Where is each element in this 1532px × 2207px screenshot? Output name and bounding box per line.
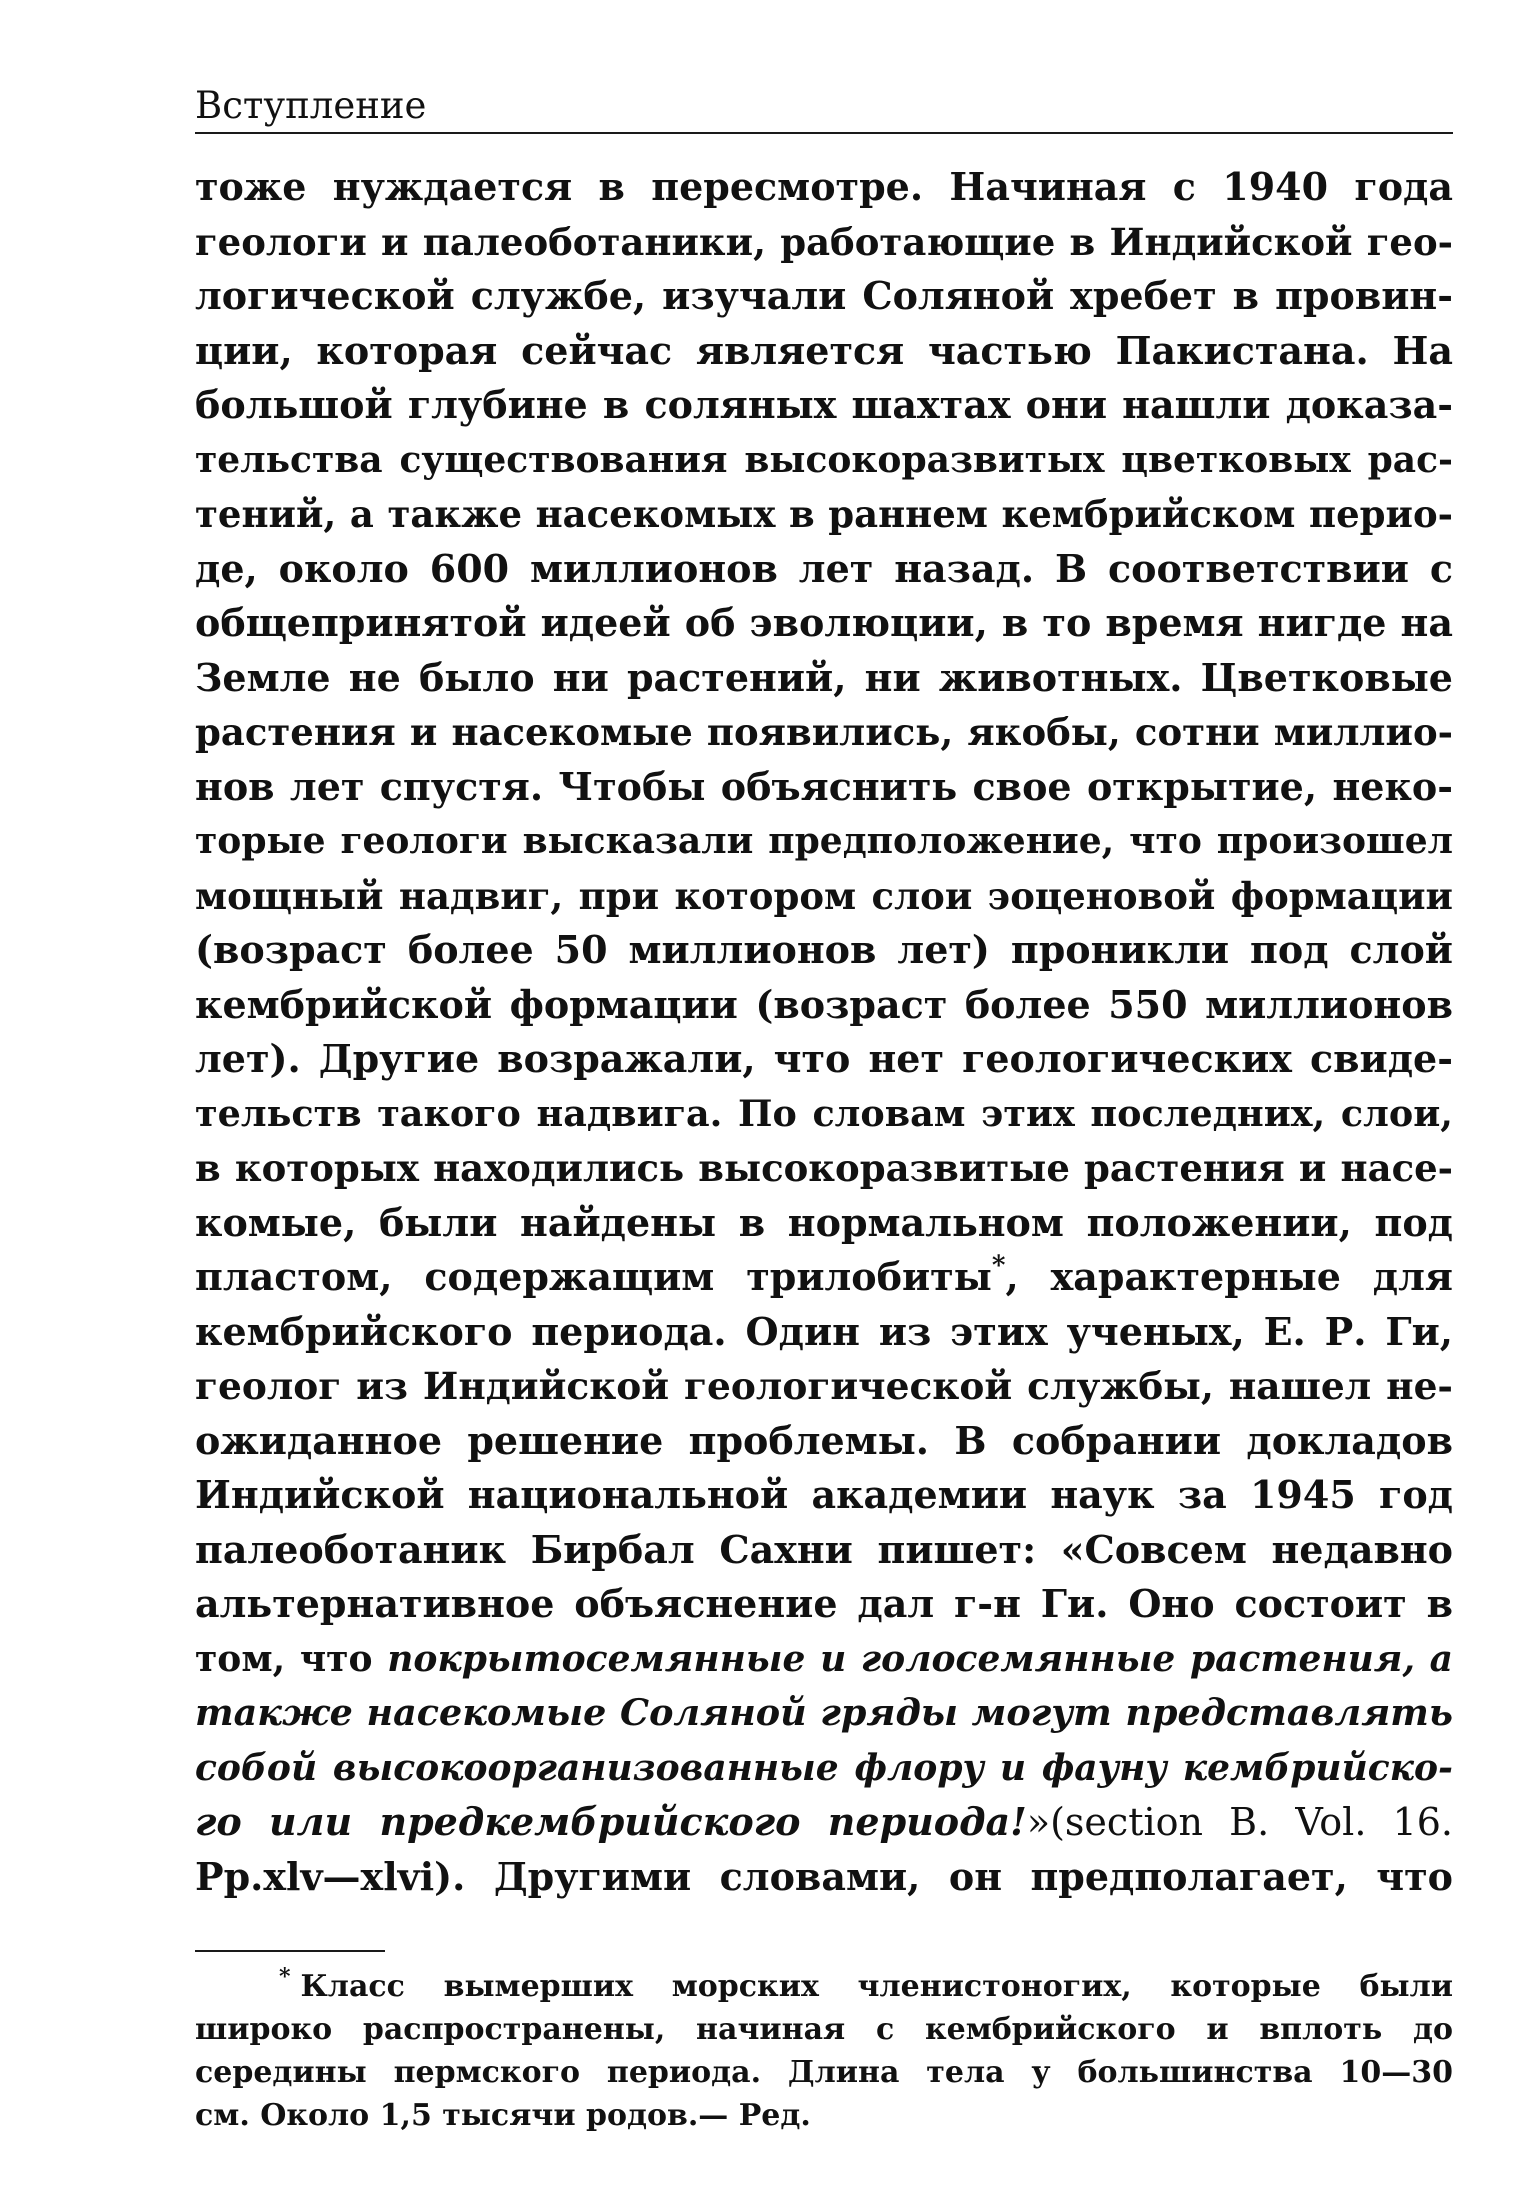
trilobite-text: пластом, содержащим трилобиты [195,1254,992,1299]
text-line-trilobite [195,1250,1453,1305]
quote-citation: »(section B. Vol. 16. [1026,1800,1454,1844]
text-line: палеоботаник Бирбал Сахни пишет: «Совсем недавно [195,1526,1453,1572]
footnote-text: Класс вымерших морских членистоногих, которые были [300,1969,1453,2004]
text-line: в которых находились высокоразвитые растения и насе- [195,1146,1453,1190]
footnote-line: широко распространены, начиная с кембрийского и вплоть до [195,2012,1453,2047]
text-line: альтернативное объяснение дал г-н Ги. Оно состоит в [195,1581,1453,1626]
text-line: кембрийского периода. Один из этих ученых, Е. Р. Ги, [195,1308,1453,1354]
main-text [195,160,1453,1904]
text-line: тоже нуждается в пересмотре. Начиная с 1940 года [195,164,1453,209]
text-line: комые, были найдены в нормальном положении, под [195,1199,1453,1245]
quote-italic-end: го или предкембрийского периода! [195,1799,1027,1844]
text-line: большой глубине в соляных шахтах они нашли доказа- [195,382,1453,427]
text-line: общепринятой идеей об эволюции, в то время нигде на [195,600,1453,645]
text-line: кембрийской формации (возраст более 550 миллионов [195,981,1453,1027]
footnote [195,1965,1453,2137]
text-line: тений, а также насекомых в раннем кембрийском перио- [195,492,1453,536]
footnote-marker: * [279,1964,291,1990]
quote-lead: том, что [195,1637,388,1680]
header-rule [195,132,1453,134]
text-line: нов лет спустя. Чтобы объяснить свое открытие, неко- [195,763,1453,809]
text-line-quote-end [195,1795,1453,1850]
footnote-line: см. Около 1,5 тысячи родов.— Ред. [195,2098,811,2133]
footnote-line [195,1965,1453,2008]
quote-line: собой высокоорганизованные флору и фауну кембрийско- [195,1746,1453,1789]
footnote-reference: * [991,1251,1006,1281]
text-line: (возраст более 50 миллионов лет) проникли под слой [195,927,1453,972]
text-line: Земле не было ни растений, ни животных. Цветковые [195,654,1453,700]
text-line: лет). Другие возражали, что нет геологических свиде- [195,1036,1453,1081]
text-line: тельства существования высокоразвитых цветковых рас- [195,438,1453,481]
text-line-last: Pp.xlv—xlvi). Другими словами, он предполагает, что [195,1853,1453,1899]
text-line: Индийской национальной академии наук за 1945 год [195,1472,1453,1517]
text-line: тельств такого надвига. По словам этих последних, слои, [195,1091,1453,1135]
text-line: мощный надвиг, при котором слои эоценовой формации [195,873,1453,918]
footnote-line: середины пермского периода. Длина тела у большинства 10—30 [195,2055,1453,2090]
quote-italic: покрытосемянные и голосемянные растения, а [387,1637,1454,1680]
text-line: логической службе, изучали Соляной хребет в провин- [195,273,1453,318]
text-line: ожиданное решение проблемы. В собрании докладов [195,1417,1453,1463]
running-header: Вступление [195,84,427,127]
quote-line: также насекомые Соляной гряды могут представлять [195,1691,1453,1734]
text-line: ции, которая сейчас является частью Пакистана. На [195,327,1453,373]
footnote-rule [195,1950,385,1952]
text-line: растения и насекомые появились, якобы, сотни миллио- [195,710,1453,754]
text-line: де, около 600 миллионов лет назад. В соответствии с [195,545,1453,591]
text-line: торые геологи высказали предположение, что произошел [195,820,1453,862]
text-line: геологи и палеоботаники, работающие в Индийской гео- [195,219,1453,264]
text-line: геолог из Индийской геологической службы, нашел не- [195,1364,1453,1408]
text-line-quote-start [195,1632,1453,1687]
trilobite-text-after: , характерные для [1005,1254,1453,1299]
